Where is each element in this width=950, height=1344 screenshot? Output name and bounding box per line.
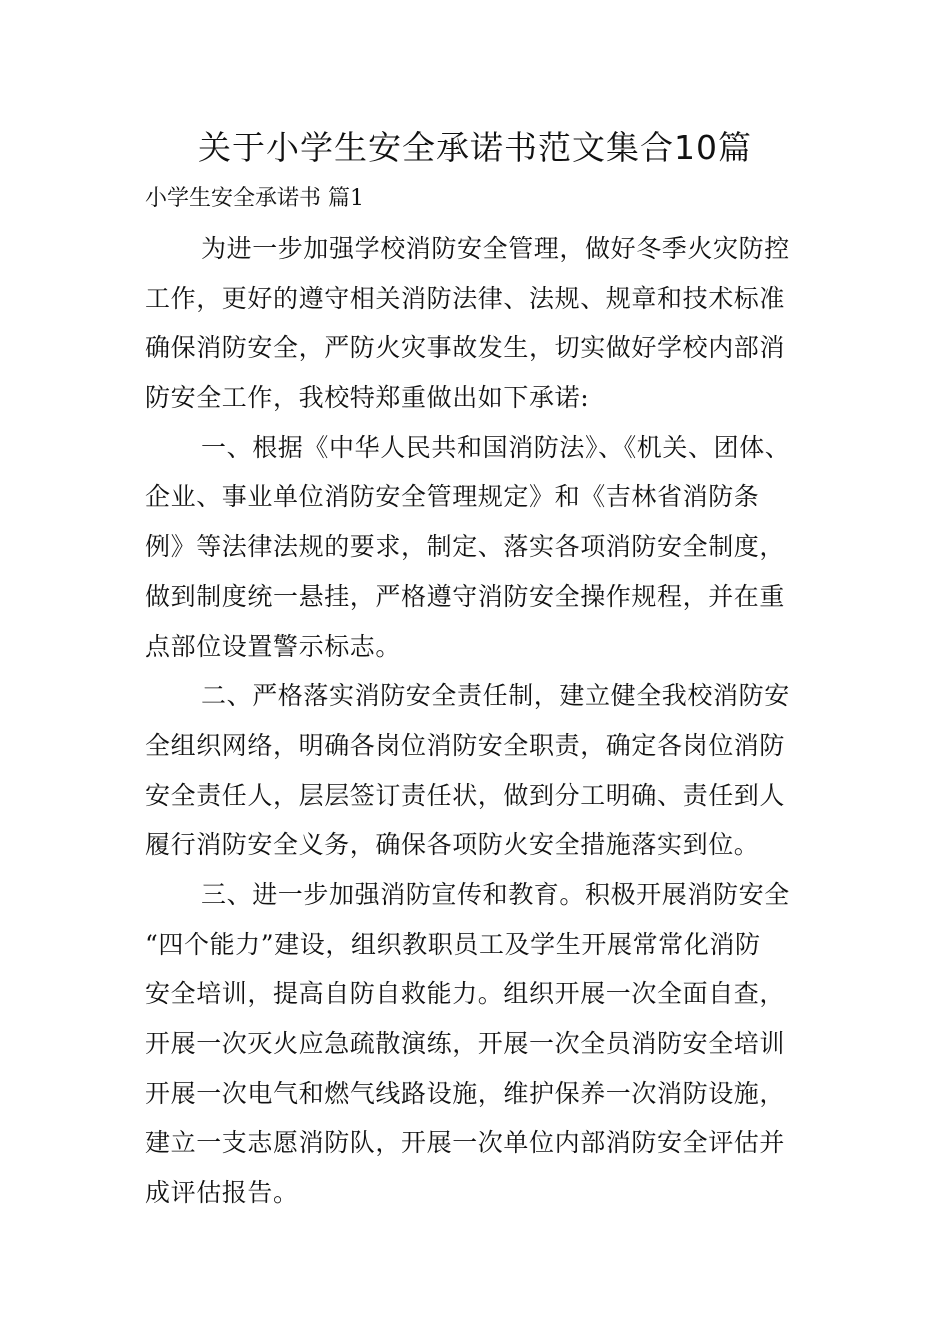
paragraph-line: 建立一支志愿消防队，开展一次单位内部消防安全评估并 bbox=[145, 1128, 786, 1158]
paragraph-line: 开展一次电气和燃气线路设施，维护保养一次消防设施， bbox=[145, 1078, 786, 1108]
paragraph-line: 点部位设置警示标志。 bbox=[145, 631, 402, 661]
paragraph-line: 履行消防安全义务，确保各项防火安全措施落实到位。 bbox=[145, 830, 760, 860]
paragraph-line: 安全责任人，层层签订责任状，做到分工明确、责任到人 bbox=[145, 780, 786, 810]
paragraph-line: 成评估报告。 bbox=[145, 1178, 299, 1208]
document-body bbox=[145, 229, 825, 1223]
document-title: 关于小学生安全承诺书范文集合10篇 bbox=[198, 128, 752, 167]
section-heading: 小学生安全承诺书 篇1 bbox=[145, 186, 364, 211]
paragraph-line: 二、严格落实消防安全责任制，建立健全我校消防安 bbox=[201, 681, 790, 711]
paragraph-line: 为进一步加强学校消防安全管理，做好冬季火灾防控 bbox=[201, 234, 790, 263]
paragraph-line: 做到制度统一悬挂，严格遵守消防安全操作规程，并在重 bbox=[145, 581, 786, 611]
paragraph-line: “四个能力”建设，组织教职员工及学生开展常常化消防 bbox=[145, 929, 761, 959]
paragraph-line: 防安全工作，我校特郑重做出如下承诺: bbox=[145, 383, 590, 413]
paragraph-line: 确保消防安全，严防火灾事故发生，切实做好学校内部消 bbox=[145, 333, 786, 363]
paragraph-line: 例》等法律法规的要求，制定、落实各项消防安全制度， bbox=[145, 532, 786, 562]
paragraph-line: 开展一次灭火应急疏散演练，开展一次全员消防安全培训 bbox=[145, 1029, 786, 1058]
paragraph-line: 企业、事业单位消防安全管理规定》和《吉林省消防条 bbox=[145, 482, 760, 512]
paragraph-line: 工作，更好的遵守相关消防法律、法规、规章和技术标准 bbox=[145, 283, 786, 313]
paragraph-line: 安全培训，提高自防自救能力。组织开展一次全面自查， bbox=[145, 979, 786, 1009]
paragraph-line: 三、进一步加强消防宣传和教育。积极开展消防安全 bbox=[201, 879, 790, 909]
paragraph-line: 全组织网络，明确各岗位消防安全职责，确定各岗位消防 bbox=[145, 730, 786, 760]
paragraph-line: 一、根据《中华人民共和国消防法》、《机关、团体、 bbox=[201, 432, 791, 462]
